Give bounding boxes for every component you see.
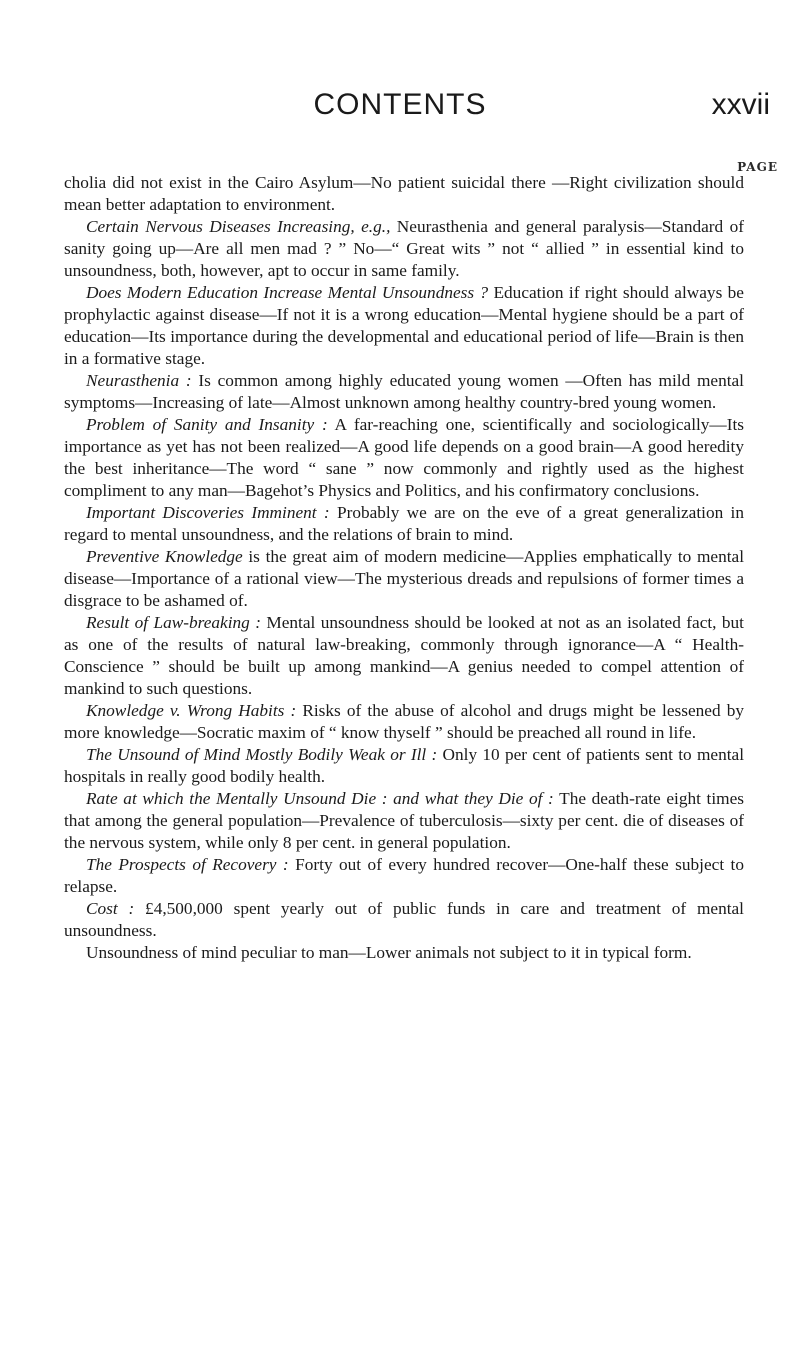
entry-heading: Does Modern Education Increase Mental Unsoundness ? <box>86 283 489 302</box>
running-head <box>0 88 800 128</box>
entry-heading: Important Discoveries Imminent : <box>86 503 330 522</box>
page-title: CONTENTS <box>313 88 487 121</box>
entry-text: Risks of the abuse of alcohol and drugs might be lessened by more knowledge—Socratic maxim of “ know thyself ” should be preached all round in life. <box>64 701 744 742</box>
contents-entry <box>64 942 744 964</box>
contents-body <box>64 172 744 964</box>
contents-entry <box>64 612 744 700</box>
contents-entry <box>64 414 744 502</box>
entry-heading: Neurasthenia : <box>86 371 192 390</box>
entry-text: Neurasthenia and general paralysis—Standard of sanity going up—Are all men mad ? ” No—“ Great wits ” not “ allied ” in essential kind to unsoundness, both, however, apt to occur in same family. <box>64 217 744 280</box>
entry-heading: Rate at which the Mentally Unsound Die : and what they Die of : <box>86 789 554 808</box>
entry-heading: The Prospects of Recovery : <box>86 855 289 874</box>
contents-entry <box>64 700 744 744</box>
entry-text: Only 10 per cent of patients sent to mental hospitals in really good bodily health. <box>64 745 745 786</box>
contents-entry <box>64 172 744 216</box>
contents-entry <box>64 744 744 788</box>
entry-text: The death-rate eight times that among the general population—Prevalence of tuberculosis—sixty per cent. die of diseases of the nervous system, while only 8 per cent. in general population. <box>64 789 744 852</box>
entry-heading: Problem of Sanity and Insanity : <box>86 415 328 434</box>
entry-text: is the great aim of modern medicine—Applies emphatically to mental disease—Importance of a rational view—The mysterious dreads and repulsions of former times a disgrace to be ashamed of. <box>64 547 744 610</box>
contents-entry <box>64 502 744 546</box>
entry-text: Is common among highly educated young women —Often has mild mental symptoms—Increasing of late—Almost unknown among healthy country-bred young women. <box>64 371 744 412</box>
contents-entry <box>64 788 744 854</box>
contents-entry <box>64 854 744 898</box>
page-column-label: PAGE <box>737 160 778 174</box>
entry-text: Mental unsoundness should be looked at not as an isolated fact, but as one of the results of natural law-breaking, commonly through ignorance—A “ Health-Conscience ” should be built up among mankind—A genius needed to compel attention of mankind to such questions. <box>64 613 744 698</box>
page-number: xxvii <box>711 88 770 121</box>
contents-entry <box>64 898 744 942</box>
entry-text: Probably we are on the eve of a great generalization in regard to mental unsoundness, and the relations of brain to mind. <box>64 503 744 544</box>
entry-heading: Result of Law-breaking : <box>86 613 261 632</box>
entry-text: cholia did not exist in the Cairo Asylum—No patient suicidal there —Right civilization should mean better adaptation to environment. <box>64 173 744 214</box>
entry-text: £4,500,000 spent yearly out of public funds in care and treatment of mental unsoundness. <box>64 899 744 940</box>
entry-heading: Preventive Knowledge <box>86 547 243 566</box>
entry-heading: Knowledge v. Wrong Habits : <box>86 701 297 720</box>
entry-text: Unsoundness of mind peculiar to man—Lower animals not subject to it in typical form. <box>86 943 692 962</box>
entry-text: Forty out of every hundred recover—One-half these subject to relapse. <box>64 855 744 896</box>
entry-text: A far-reaching one, scientifically and sociologically—Its importance as yet has not been realized—A good life depends on a good brain—A good heredity the best inheritance—The word “ sane ” now commonly and rightly used as the highest compliment to any man—Bagehot’s Physics and Politics, and his confirmatory conclusions. <box>64 415 744 500</box>
contents-entry <box>64 216 744 282</box>
entry-heading: Certain Nervous Diseases Increasing, e.g., <box>86 217 391 236</box>
entry-text: Education if right should always be prophylactic against disease—If not it is a wrong education—Mental hygiene should be a part of education—Its importance during the developmental and educational period of life—Brain is then in a formative stage. <box>64 283 744 368</box>
contents-entry <box>64 546 744 612</box>
contents-entry <box>64 370 744 414</box>
entry-heading: The Unsound of Mind Mostly Bodily Weak or Ill : <box>86 745 438 764</box>
contents-entry <box>64 282 744 370</box>
entry-heading: Cost : <box>86 899 135 918</box>
